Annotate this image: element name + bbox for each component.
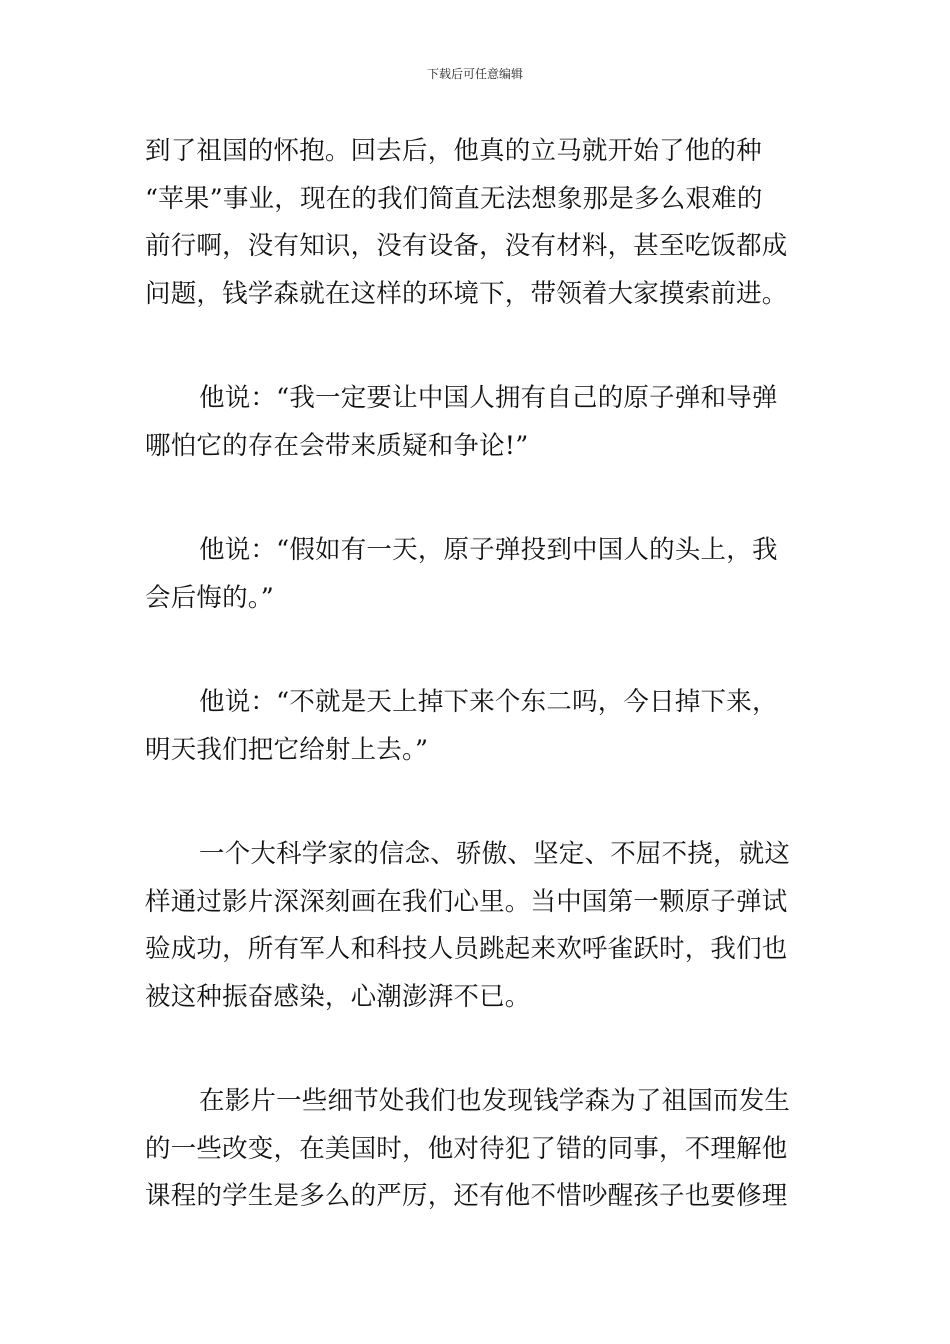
- paragraph-3: [145, 527, 807, 622]
- text-line: 到了祖国的怀抱。回去后，他真的立马就开始了他的种: [145, 136, 762, 166]
- text-line: 的一些改变，在美国时，他对待犯了错的同事，不理解他: [145, 1133, 788, 1164]
- text-line: 哪怕它的存在会带来质疑和争论!”: [145, 430, 529, 461]
- paragraph-gap: [145, 470, 807, 527]
- text-line: 他说：“我一定要让中国人拥有自己的原子弹和导弹: [199, 383, 778, 413]
- text-line: 课程的学生是多么的严厉，还有他不惜吵醒孩子也要修理: [145, 1181, 788, 1211]
- text-line: 被这种振奋感染，心潮澎湃不已。: [145, 981, 531, 1012]
- document-body: [145, 128, 807, 1221]
- paragraph-5: [145, 831, 807, 1021]
- paragraph-gap: [145, 1021, 807, 1078]
- text-line: 验成功，所有军人和科技人员跳起来欢呼雀跃时，我们也: [145, 934, 788, 964]
- paragraph-gap: [145, 318, 807, 375]
- page-header: 下载后可任意编辑: [426, 67, 523, 81]
- paragraph-gap: [145, 774, 807, 831]
- text-line: 在影片一些细节处我们也发现钱学森为了祖国而发生: [199, 1086, 791, 1116]
- paragraph-2: [145, 375, 807, 470]
- text-line: 他说：“假如有一天，原子弹投到中国人的头上，我: [199, 535, 778, 565]
- text-line: 他说：“不就是天上掉下来个东二吗，今日掉下来，: [199, 687, 778, 717]
- text-line: 样通过影片深深刻画在我们心里。当中国第一颗原子弹试: [145, 886, 788, 917]
- paragraph-1: [145, 128, 807, 318]
- paragraph-4: [145, 679, 807, 774]
- text-line: 会后悔的。”: [145, 582, 274, 613]
- paragraph-6: [145, 1078, 807, 1221]
- text-line: 问题，钱学森就在这样的环境下，带领着大家摸索前进。: [145, 278, 788, 309]
- text-line: “苹果”事业，现在的我们简直无法想象那是多么艰难的: [145, 183, 763, 214]
- paragraph-gap: [145, 622, 807, 679]
- text-line: 明天我们把它给射上去。”: [145, 734, 429, 765]
- text-line: 一个大科学家的信念、骄傲、坚定、不屈不挠，就这: [199, 839, 791, 869]
- text-line: 前行啊，没有知识，没有设备，没有材料，甚至吃饭都成: [145, 231, 788, 261]
